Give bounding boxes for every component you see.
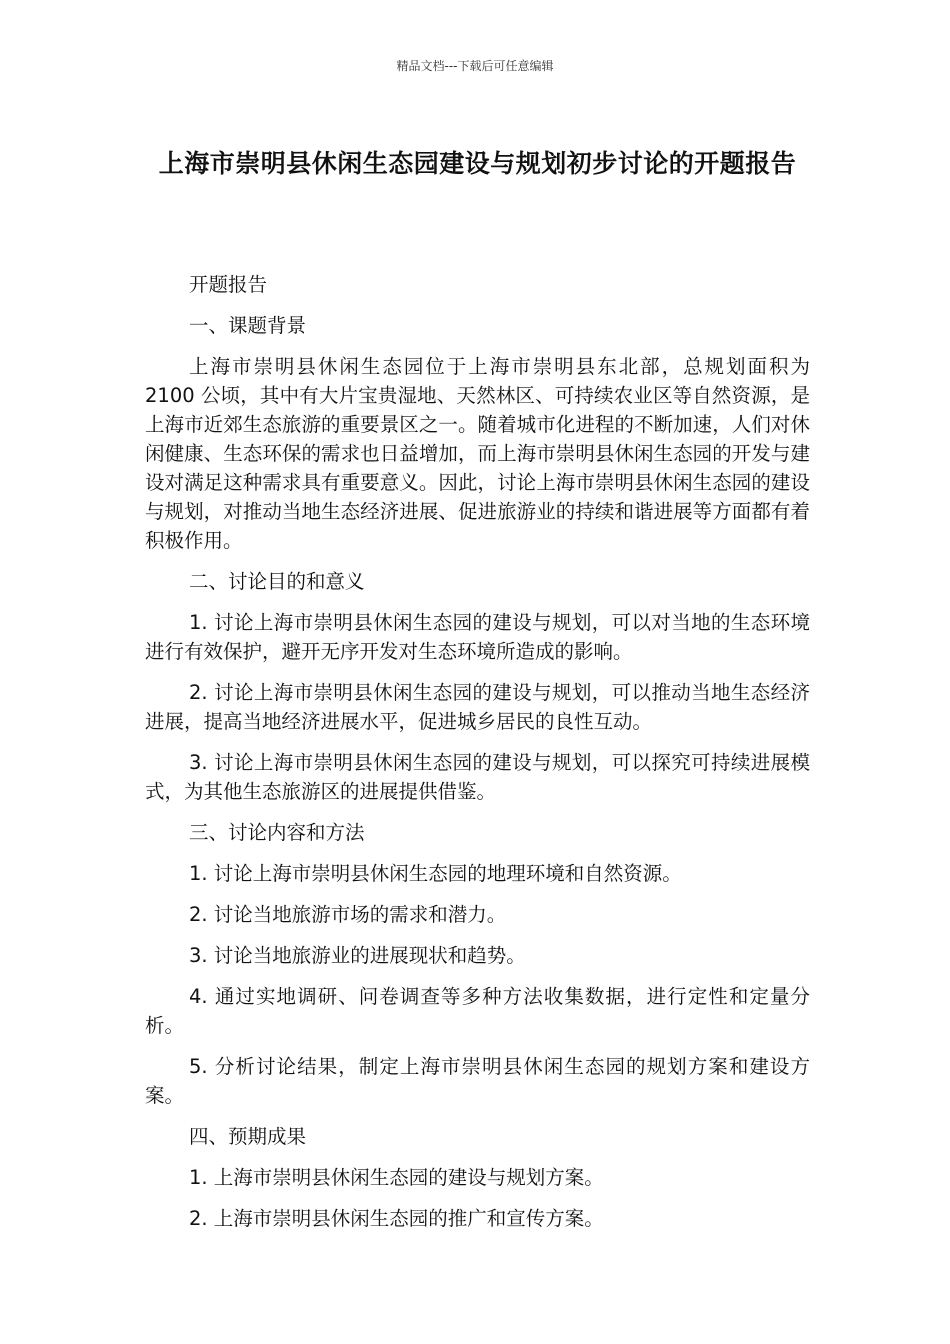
section-heading-background: 一、课题背景 [189,314,307,337]
section-heading-purpose: 二、讨论目的和意义 [189,570,365,593]
content-item-1: 1. 讨论上海市崇明县休闲生态园的地理环境和自然资源。 [189,862,682,885]
document-title: 上海市崇明县休闲生态园建设与规划初步讨论的开题报告 [158,149,797,178]
paragraph-report-label: 开题报告 [189,273,268,296]
section-heading-content-method: 三、讨论内容和方法 [189,821,365,844]
purpose-item-2: 2. 讨论上海市崇明县休闲生态园的建设与规划，可以推动当地生态经济进展，提高当地经济进展水平，促进城乡居民的良性互动。 [145,681,810,733]
content-item-3: 3. 讨论当地旅游业的进展现状和趋势。 [189,944,526,967]
result-item-1: 1. 上海市崇明县休闲生态园的建设与规划方案。 [189,1166,604,1189]
content-item-5: 5. 分析讨论结果，制定上海市崇明县休闲生态园的规划方案和建设方案。 [145,1055,810,1107]
page-header: 精品文档---下载后可任意编辑 [396,59,554,73]
purpose-item-3: 3. 讨论上海市崇明县休闲生态园的建设与规划，可以探究可持续进展模式，为其他生态旅游区的进展提供借鉴。 [145,751,810,803]
section-heading-expected-results: 四、预期成果 [189,1125,307,1148]
purpose-item-1: 1. 讨论上海市崇明县休闲生态园的建设与规划，可以对当地的生态环境进行有效保护，避开无序开发对生态环境所造成的影响。 [145,611,810,663]
result-item-2: 2. 上海市崇明县休闲生态园的推广和宣传方案。 [189,1207,604,1230]
content-item-2: 2. 讨论当地旅游市场的需求和潜力。 [189,903,507,926]
paragraph-background: 上海市崇明县休闲生态园位于上海市崇明县东北部，总规划面积为 2100 公顷，其中有大片宝贵湿地、天然林区、可持续农业区等自然资源，是上海市近郊生态旅游的重要景区之一。随着城市化进程的不断加速，人们对休闲健康、生态环保的需求也日益增加，而上海市崇明县休闲生态园的开发与建设对满足这种需求具有重要意义。因此，讨论上海市崇明县休闲生态园的建设与规划，对推动当地生态经济进展、促进旅游业的持续和谐进展等方面都有着积极作用。 [145,355,810,552]
content-item-4: 4. 通过实地调研、问卷调查等多种方法收集数据，进行定性和定量分析。 [145,985,810,1037]
document-body [145,270,810,1245]
